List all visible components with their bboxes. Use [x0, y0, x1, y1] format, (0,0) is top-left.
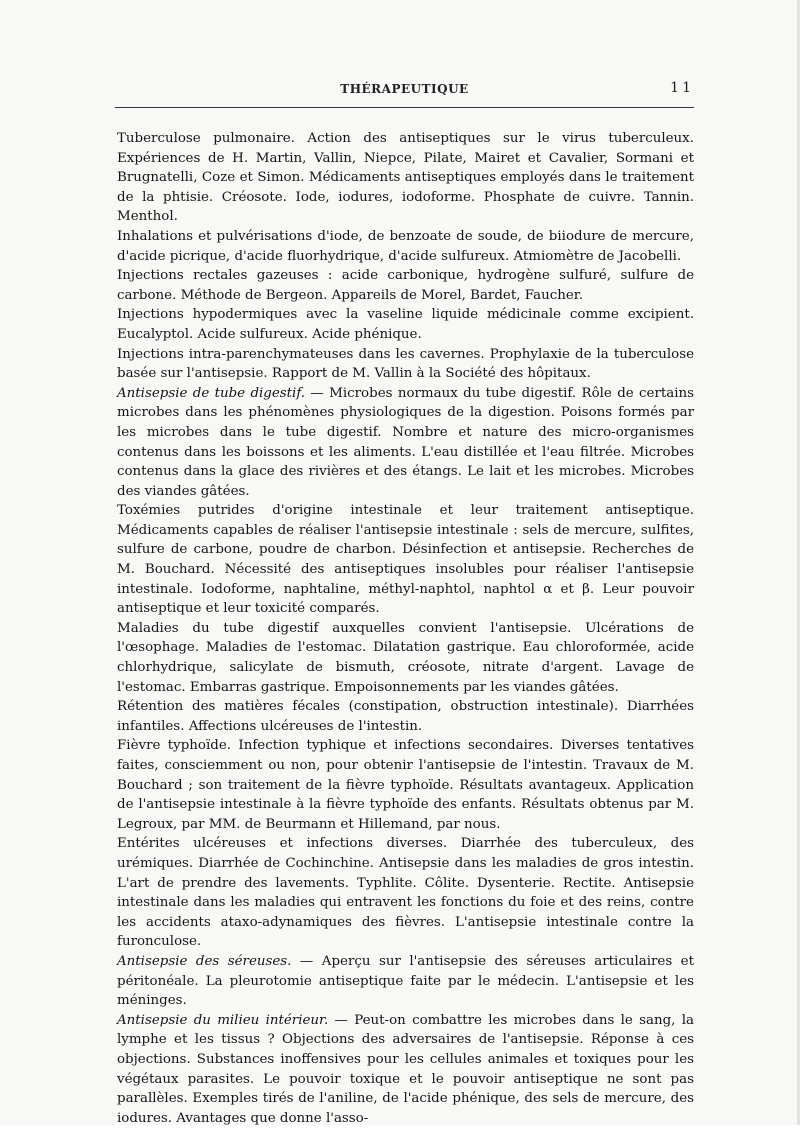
section-lead: Antisepsie de tube digestif. [117, 385, 306, 401]
paragraph [117, 697, 694, 736]
paragraph-text: — Aperçu sur l'antisepsie des séreuses articulaires et péritonéale. La pleurotomie antiseptique faite par le médecin. L'antisepsie et les méninges. [117, 953, 694, 1009]
paragraph [117, 345, 694, 384]
paragraph-text: Fièvre typhoïde. Infection typhique et infections secondaires. Diverses tentatives faites, consciemment ou non, pour obtenir l'antisepsie de l'intestin. Travaux de M. Bouchard ; son traitement de la fièvre typhoïde. Résultats avantageux. Application de l'antisepsie intestinale à la fièvre typhoïde des enfants. Résultats obtenus par M. Legroux, par MM. de Beurmann et Hillemand, par nous. [117, 738, 694, 832]
section-lead: Antisepsie des séreuses. [117, 953, 292, 969]
page-header [115, 80, 694, 102]
paragraph-text: Rétention des matières fécales (constipation, obstruction intestinale). Diarrhées infantiles. Affections ulcéreuses de l'intestin. [117, 699, 694, 734]
paragraph [117, 266, 694, 305]
paragraph [117, 305, 694, 344]
header-rule [115, 107, 694, 108]
section-lead: Antisepsie du milieu intérieur. [117, 1012, 329, 1028]
paragraph [117, 129, 694, 227]
paragraph-text: — Peut-on combattre les microbes dans le sang, la lymphe et les tissus ? Objections des adversaires de l'antisepsie. Réponse à ces objections. Substances inoffensives pour les cellules animales et toxiques pour les végétaux parasites. Le pouvoir toxique et le pouvoir antiseptique ne sont pas parallèles. Exemples tirés de l'aniline, de l'acide phénique, des sels de mercure, des iodures. Avantages que donne l'asso- [117, 1012, 694, 1126]
paragraph-text: Inhalations et pulvérisations d'iode, de benzoate de soude, de biiodure de mercure, d'acide picrique, d'acide fluorhydrique, d'acide sulfureux. Atmiomètre de Jacobelli. [117, 228, 694, 264]
paragraph [117, 736, 694, 834]
paragraph [117, 952, 694, 1011]
running-title: THÉRAPEUTIQUE [340, 82, 469, 96]
paragraph-text: Injections rectales gazeuses : acide carbonique, hydrogène sulfuré, sulfure de carbone. Méthode de Bergeon. Appareils de Morel, Bardet, Faucher. [117, 268, 694, 303]
paragraph [117, 834, 694, 952]
paragraph [117, 227, 694, 266]
page-number: 11 [670, 80, 694, 96]
paragraph-text: Injections hypodermiques avec la vaseline liquide médicinale comme excipient. Eucalyptol. Acide sulfureux. Acide phénique. [117, 307, 694, 342]
paragraph-text: Maladies du tube digestif auxquelles convient l'antisepsie. Ulcérations de l'œsophage. Maladies de l'estomac. Dilatation gastrique. Eau chloroformée, acide chlorhydrique, salicylate de bismuth, créosote, nitrate d'argent. Lavage de l'estomac. Embarras gastrique. Empoisonnements par les viandes gâtées. [117, 620, 694, 695]
paragraph-text: Tuberculose pulmonaire. Action des antiseptiques sur le virus tuberculeux. Expériences de H. Martin, Vallin, Niepce, Pilate, Mairet et Cavalier, Sormani et Brugnatelli, Coze et Simon. Médicaments antiseptiques employés dans le traitement de la phtisie. Créosote. Iode, iodures, iodoforme. Phosphate de cuivre. Tannin. Menthol. [117, 131, 694, 225]
paragraph [117, 619, 694, 697]
paragraph [117, 384, 694, 502]
body-text [117, 129, 694, 1128]
paragraph-text: Entérites ulcéreuses et infections diverses. Diarrhée des tuberculeux, des urémiques. Diarrhée de Cochinchine. Antisepsie dans les maladies de gros intestin. L'art de prendre des lavements. Typhlite. Côlite. Dysenterie. Rectite. Antisepsie intestinale dans les maladies qui entravent les fonctions du foie et des reins, contre les accidents ataxo-adynamiques des fièvres. L'antisepsie intestinale contre la furonculose. [117, 836, 694, 950]
paragraph [117, 501, 694, 619]
paragraph-text: Injections intra-parenchymateuses dans les cavernes. Prophylaxie de la tuberculose basée sur l'antisepsie. Rapport de M. Vallin à la Société des hôpitaux. [117, 346, 694, 382]
paragraph-text: Toxémies putrides d'origine intestinale et leur traitement antiseptique. Médicaments capables de réaliser l'antisepsie intestinale : sels de mercure, sulfites, sulfure de carbone, poudre de charbon. Désinfection et antisepsie. Recherches de M. Bouchard. Nécessité des antiseptiques insolubles pour réaliser l'antisepsie intestinale. Iodoforme, naphtaline, méthyl-naphtol, naphtol α et β. Leur pouvoir antiseptique et leur toxicité comparés. [117, 503, 694, 617]
paragraph-text: — Microbes normaux du tube digestif. Rôle de certains microbes dans les phénomènes physiologiques de la digestion. Poisons formés par les microbes dans le tube digestif. Nombre et nature des micro-organismes contenus dans les boissons et les aliments. L'eau distillée et l'eau filtrée. Microbes contenus dans la glace des rivières et des étangs. Le lait et les microbes. Microbes des viandes gâtées. [117, 385, 695, 499]
paragraph [117, 1011, 694, 1128]
